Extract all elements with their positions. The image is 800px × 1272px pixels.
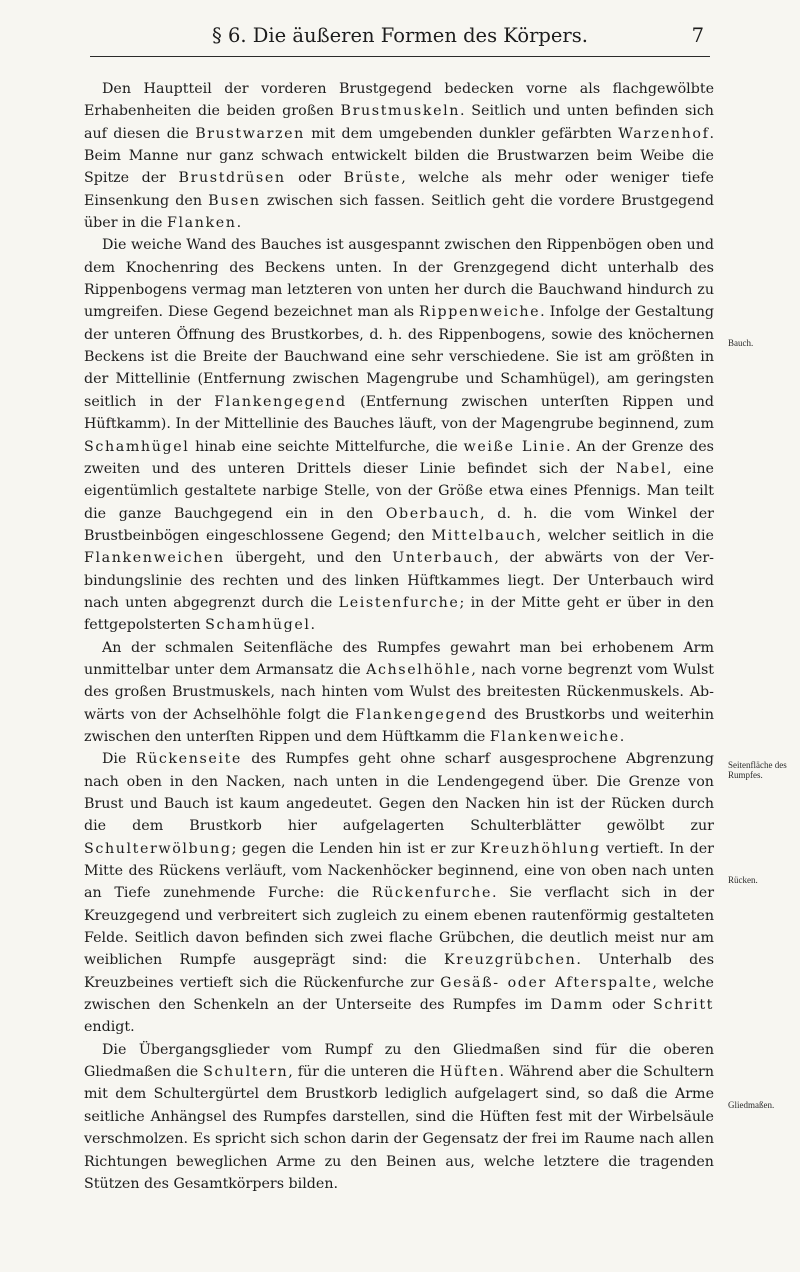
page-number: 7 bbox=[691, 24, 704, 47]
margin-note-seitenflaeche: Seitenfläche des Rumpfes. bbox=[728, 760, 787, 780]
paragraph-chest: Den Hauptteil der vorderen Brustgegend bedecken vorne als flachgewölbte Erhabenheiten die beiden großen Brustmuskeln. Seitlich und unten befinden sich auf diesen die Brustwarzen mit dem umgebenden dunkler gefärbten Warzenhof. Beim Manne nur ganz schwach entwickelt bilden die Brustwarzen beim Weibe die Spitze der Brustdrüsen oder Brüste, welche als mehr oder weniger tiefe Einsenkung den Busen zwischen sich fassen. Seitlich geht die vordere Brustgegend über in die Flanken. bbox=[84, 81, 715, 232]
paragraph-limbs: Die Übergangsglieder vom Rumpf zu den Gliedmaßen sind für die oberen Gliedmaßen die Schultern, für die unteren die Hüften. Während aber die Schultern mit dem Schultergürtel dem Brustkorb lediglich aufgelagert sind, so daß die Arme seitliche Anhängsel des Rumpfes darstellen, sind die Hüften fest mit der Wirbelsäule verschmolzen. Es spricht sich schon darin der Gegensatz der frei im Raume nach allen Richtungen beweglichen Arme zu den Beinen aus, welche letztere die tragenden Stützen des Gesamtkörpers bilden. bbox=[84, 1041, 714, 1192]
term: Rückenfurche bbox=[371, 885, 493, 902]
term: Oberbauch bbox=[385, 505, 481, 522]
term: Kreuzhöhlung bbox=[479, 840, 601, 857]
term: Schamhügel bbox=[84, 438, 190, 455]
term: Brustmuskeln bbox=[340, 103, 461, 120]
term: Schultern bbox=[203, 1064, 289, 1081]
paragraph-back: Die Rückenseite des Rumpfes geht ohne scharf ausgesprochene Abgrenzung nach oben in den Nacken, nach unten in die Lendengegend über. Die Grenze von Brust und Bauch ist kaum angedeutet. Gegen den Nacken hin ist der Rücken durch die dem Brustkorb hier aufgelagerten Schulterblätter gewölbt zur Schulterwölbung; gegen die Lenden hin ist er zur Kreuzhöhlung vertieft. In der Mitte des Rückens verläuft, vom Nackenhöcker beginnend, eine von oben nach unten an Tiefe zunehmende Furche: die Rückenfurche. Sie verflacht sich in der Kreuzgegend und verbreitert sich zugleich zu einem ebenen rautenförmig gestalteten Felde. Seitlich davon befinden sich zwei flache Grübchen, die deutlich meist nur am weiblichen Rumpfe ausgeprägt sind: die Kreuzgrübchen. Unterhalb des Kreuzbeines vertieft sich die Rückenfurche zur Gesäß- oder Afterspalte, welche zwischen den Schenkeln an der Unterseite des Rumpfes im Damm oder Schritt endigt. bbox=[84, 751, 715, 1036]
term: Unterbauch bbox=[392, 550, 495, 567]
term: Flankenweichen bbox=[84, 550, 225, 567]
body-text bbox=[84, 78, 714, 1195]
term: Hüften bbox=[439, 1064, 500, 1081]
margin-note-gliedmassen: Gliedmaßen. bbox=[728, 1100, 775, 1110]
term: Flankengegend bbox=[214, 393, 347, 410]
section-title: § 6. Die äußeren Formen des Körpers. bbox=[212, 24, 588, 47]
term: Schamhügel bbox=[205, 617, 311, 634]
term: Brüste bbox=[343, 170, 402, 187]
term: Achselhöhle bbox=[366, 661, 472, 678]
term: Schulterwölbung bbox=[84, 840, 232, 857]
paragraph-belly: Die weiche Wand des Bauches ist ausgespannt zwischen den Rippenbögen oben und dem Knochenring des Beckens unten. In der Grenzgegend dicht unterhalb des Rippenbogens vermag man letzteren von unten her durch die Bauchwand hindurch zu umgreifen. Diese Gegend bezeichnet man als Rippenweiche. Infolge der Gestaltung der unteren Öffnung des Brustkorbes, d. h. des Rippenbogens, sowie des knöchernen Beckens ist die Breite der Bauchwand eine sehr verschiedene. Sie ist am größten in der Mittellinie (Entfernung zwischen Magengrube und Schamhügel), am geringsten seitlich in der Flankengegend (Entfernung zwischen unterſten Rippen und Hüftkamm). In der Mittellinie des Bauches läuft, von der Magengrube beginnend, zum Schamhügel hinab eine seichte Mittelfurche, die weiße Linie. An der Grenze des zweiten und des unteren Drittels dieser Linie befindet sich der Nabel, eine eigentümlich gestaltete narbige Stelle, von der Größe etwa eines Pfennigs. Man teilt die ganze Bauchgegend ein in den Oberbauch, d. h. die vom Winkel der Brustbeinbögen eingeschlossene Gegend; den Mittelbauch, welcher seitlich in die Flankenweichen übergeht, und den Unterbauch, der abwärts von der Verbindungslinie des rechten und des linken Hüftkammes liegt. Der Unterbauch wird nach unten abgegrenzt durch die Leistenfurche; in der Mitte geht er über in den fettgepolsterten Schamhügel. bbox=[84, 237, 714, 634]
margin-note-bauch: Bauch. bbox=[728, 338, 754, 348]
term: Kreuzgrübchen bbox=[444, 952, 577, 969]
paragraph-side: An der schmalen Seitenfläche des Rumpfes gewahrt man bei erhobenem Arm unmittelbar unter dem Armansatz die Achselhöhle, nach vorne begrenzt vom Wulst des großen Brustmuskels, nach hinten vom Wulst des breitesten Rückenmuskels. Abwärts von der Achselhöhle folgt die Flankengegend des Brustkorbs und weiterhin zwischen den unterſten Rippen und dem Hüftkamm die Flankenweiche. bbox=[84, 639, 715, 745]
term: Schritt bbox=[653, 997, 714, 1014]
margin-note-ruecken: Rücken. bbox=[728, 875, 758, 885]
term: Brustdrüsen bbox=[178, 170, 286, 187]
term: Busen bbox=[208, 192, 261, 209]
term: Mittelbauch bbox=[431, 527, 537, 544]
term: Brustwarzen bbox=[195, 125, 305, 142]
running-head bbox=[90, 20, 710, 57]
term: Flanken bbox=[166, 215, 237, 232]
term: Nabel bbox=[615, 460, 668, 477]
term: Leistenfurche bbox=[338, 594, 460, 611]
term: Warzenhof bbox=[618, 125, 710, 142]
term: Rückenseite bbox=[135, 751, 242, 768]
term: Damm bbox=[550, 997, 604, 1014]
term: Flankenweiche bbox=[489, 728, 620, 745]
term: Flankengegend bbox=[355, 706, 488, 723]
term: Rippenweiche bbox=[419, 304, 541, 321]
term: Gesäß- oder Afterspalte bbox=[440, 974, 653, 991]
term: weiße Linie bbox=[463, 438, 567, 455]
